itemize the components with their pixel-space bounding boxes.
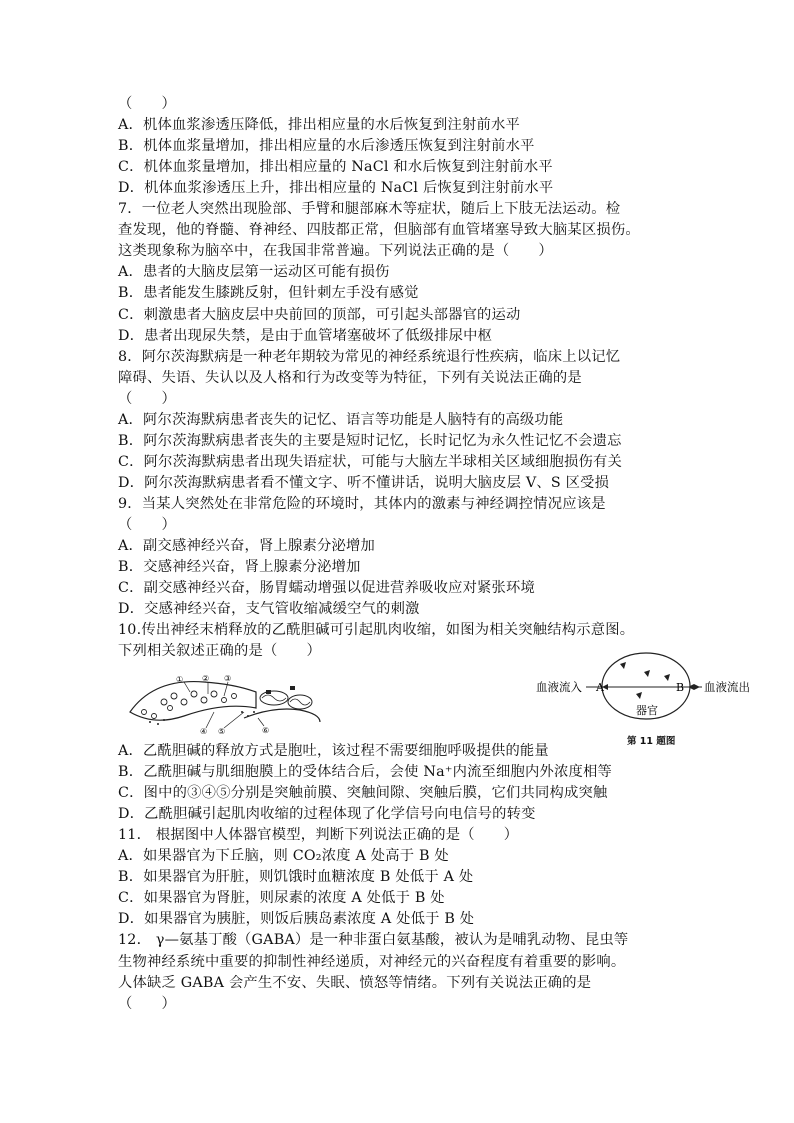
text-line: 查发现，他的脊髓、脊神经、四肢都正常，但脑部有血管堵塞导致大脑某区损伤。 xyxy=(118,222,640,239)
synapse-label-2: ② xyxy=(202,674,210,683)
organ-model-figure xyxy=(536,650,758,730)
figure-11-caption: 第 11 题图 xyxy=(627,736,676,747)
text-line: C．阿尔茨海默病患者出现失语症状，可能与大脑左半球相关区域细胞损伤有关 xyxy=(118,453,623,470)
synapse-label-3: ③ xyxy=(224,674,232,683)
text-line: C．图中的③④⑤分别是突触前膜、突触间隙、突触后膜，它们共同构成突触 xyxy=(118,785,608,802)
text-line: 人体缺乏 GABA 会产生不安、失眠、愤怒等情绪。下列有关说法正确的是 xyxy=(118,974,592,991)
text-line: A．乙酰胆碱的释放方式是胞吐，该过程不需要细胞呼吸提供的能量 xyxy=(118,743,549,759)
text-line: 障碍、失语、失认以及人格和行为改变等为特征，下列有关说法正确的是 xyxy=(118,369,582,386)
point-a-label: A xyxy=(596,681,604,694)
text-line: C．副交感神经兴奋，肠胃蠕动增强以促进营养吸收应对紧张环境 xyxy=(118,580,536,597)
blood-inflow-label: 血液流入 xyxy=(536,680,582,694)
text-line: 生物神经系统中重要的抑制性神经递质，对神经元的兴奋程度有着重要的影响。 xyxy=(118,953,626,970)
text-line: B．如果器官为肝脏，则饥饿时血糖浓度 B 处低于 A 处 xyxy=(118,869,474,886)
text-line: C．如果器官为肾脏，则尿素的浓度 A 处低于 B 处 xyxy=(118,890,445,907)
text-line: D．患者出现尿失禁，是由于血管堵塞破坏了低级排尿中枢 xyxy=(118,327,493,344)
text-line: 下列相关叙述正确的是（ ） xyxy=(118,643,321,660)
text-line: 10.传出神经末梢释放的乙酰胆碱可引起肌肉收缩，如图为相关突触结构示意图。 xyxy=(118,622,635,639)
text-line: 这类现象称为脑卒中，在我国非常普遍。下列说法正确的是（ ） xyxy=(118,243,553,260)
organ-label: 器官 xyxy=(636,704,658,717)
text-line: D．交感神经兴奋，支气管收缩减缓空气的刺激 xyxy=(118,601,420,618)
text-line: D．乙酰胆碱引起肌肉收缩的过程体现了化学信号向电信号的转变 xyxy=(118,806,536,823)
text-line: 11． 根据图中人体器官模型，判断下列说法正确的是（ ） xyxy=(118,827,519,844)
text-line: A．副交感神经兴奋，肾上腺素分泌增加 xyxy=(118,538,375,555)
synapse-label-5: ⑤ xyxy=(218,727,226,734)
text-line: 7．一位老人突然出现脸部、手臂和腿部麻木等症状，随后上下肢无法运动。检 xyxy=(118,201,621,218)
text-line: （ ） xyxy=(118,995,176,1012)
text-line: 8．阿尔茨海默病是一种老年期较为常见的神经系统退行性疾病，临床上以记忆 xyxy=(118,348,621,365)
synapse-label-6: ⑥ xyxy=(262,726,270,734)
text-line: A．机体血浆渗透压降低，排出相应量的水后恢复到注射前水平 xyxy=(118,117,520,134)
point-b-label: B xyxy=(676,681,685,694)
text-line: B．乙酰胆碱与肌细胞膜上的受体结合后，会使 Na⁺内流至细胞内外浓度相等 xyxy=(118,764,613,781)
text-line: D．如果器官为胰脏，则饭后胰岛素浓度 A 处低于 B 处 xyxy=(118,911,475,928)
text-line: B．机体血浆量增加，排出相应量的水后渗透压恢复到注射前水平 xyxy=(118,138,535,155)
synapse-label-1: ① xyxy=(176,675,184,684)
synapse-label-4: ④ xyxy=(200,727,208,734)
text-line: A．如果器官为下丘脑，则 CO₂浓度 A 处高于 B 处 xyxy=(118,848,449,865)
text-line: A．阿尔茨海默病患者丧失的记忆、语言等功能是人脑特有的高级功能 xyxy=(118,411,564,428)
text-line: B．患者能发生膝跳反射，但针刺左手没有感觉 xyxy=(118,285,419,302)
text-line: C．机体血浆量增加，排出相应量的 NaCl 和水后恢复到注射前水平 xyxy=(118,159,553,176)
text-line: D．机体血浆渗透压上升，排出相应量的 NaCl 后恢复到注射前水平 xyxy=(118,180,554,197)
text-line: 12． γ—氨基丁酸（GABA）是一种非蛋白氨基酸，被认为是哺乳动物、昆虫等 xyxy=(118,932,629,949)
synapse-structure-figure xyxy=(124,672,324,734)
text-line: （ ） xyxy=(118,390,176,407)
text-line: A．患者的大脑皮层第一运动区可能有损伤 xyxy=(118,264,390,281)
text-line: D．阿尔茨海默病患者看不懂文字、听不懂讲话，说明大脑皮层 V、S 区受损 xyxy=(118,474,610,491)
text-line: B．交感神经兴奋，肾上腺素分泌增加 xyxy=(118,559,361,576)
blood-outflow-label: 血液流出 xyxy=(704,680,750,694)
text-line: （ ） xyxy=(118,517,176,533)
text-line: B．阿尔茨海默病患者丧失的主要是短时记忆，长时记忆为永久性记忆不会遗忘 xyxy=(118,432,622,449)
text-line: （ ） xyxy=(118,96,176,112)
text-line: C．刺激患者大脑皮层中央前回的顶部，可引起头部器官的运动 xyxy=(118,306,521,323)
text-line: 9．当某人突然处在非常危险的环境时，其体内的激素与神经调控情况应该是 xyxy=(118,495,606,512)
